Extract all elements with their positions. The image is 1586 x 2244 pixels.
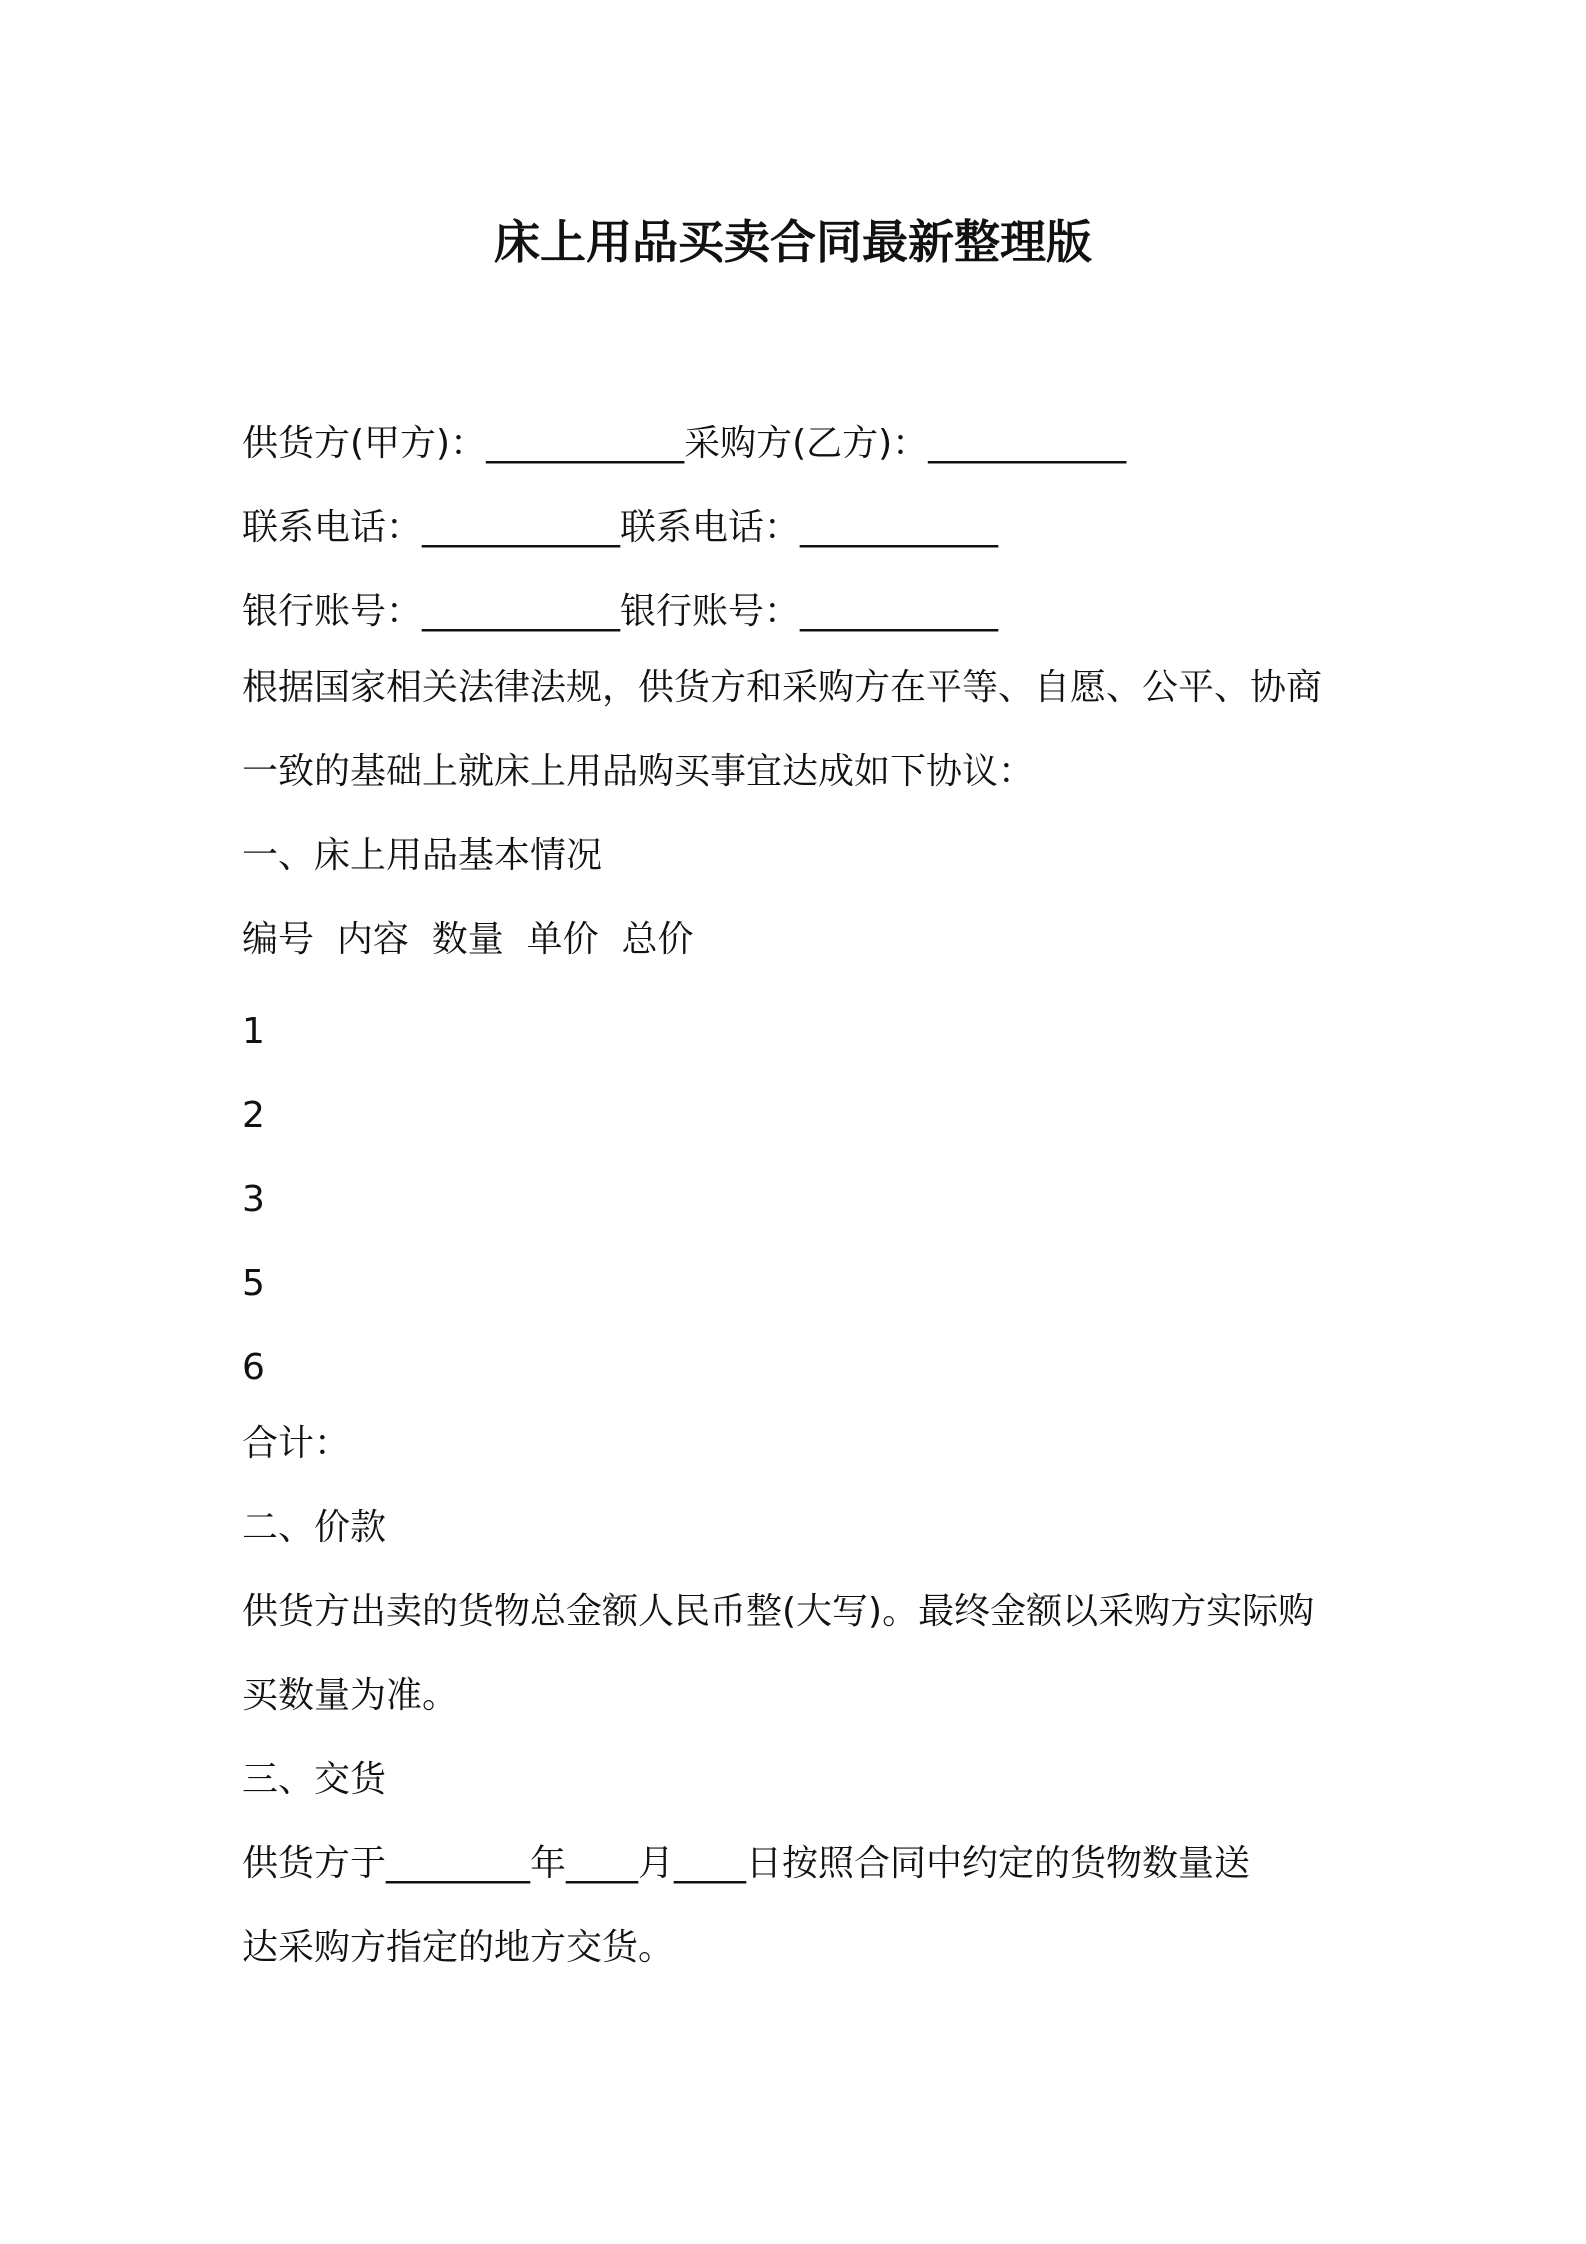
table-row: 2	[242, 1095, 265, 1136]
table-row: 3	[242, 1179, 265, 1220]
price-line-2: 买数量为准。	[242, 1675, 459, 1716]
table-row: 5	[242, 1263, 265, 1304]
section3-heading: 三、交货	[242, 1759, 387, 1800]
table-row: 1	[242, 1011, 265, 1052]
section2-heading: 二、价款	[242, 1507, 387, 1548]
table-row: 6	[242, 1347, 265, 1388]
table-header: 编号 内容 数量 单价 总价	[242, 919, 694, 960]
phone-line: 联系电话：___________联系电话：___________	[242, 507, 999, 548]
section1-heading: 一、床上用品基本情况	[242, 835, 603, 876]
delivery-line-1: 供货方于________年____月____日按照合同中约定的货物数量送	[242, 1843, 1251, 1884]
total-label: 合计：	[242, 1423, 351, 1464]
intro-line-2: 一致的基础上就床上用品购买事宜达成如下协议：	[242, 751, 1035, 792]
delivery-line-2: 达采购方指定的地方交货。	[242, 1927, 675, 1968]
price-line-1: 供货方出卖的货物总金额人民币整(大写)。最终金额以采购方实际购	[242, 1591, 1315, 1632]
bank-account-line: 银行账号：___________银行账号：___________	[242, 591, 999, 632]
supplier-buyer-line: 供货方(甲方)：___________采购方(乙方)：___________	[242, 423, 1127, 464]
document-title: 床上用品买卖合同最新整理版	[494, 215, 1092, 269]
intro-line-1: 根据国家相关法律法规，供货方和采购方在平等、自愿、公平、协商	[242, 667, 1323, 708]
